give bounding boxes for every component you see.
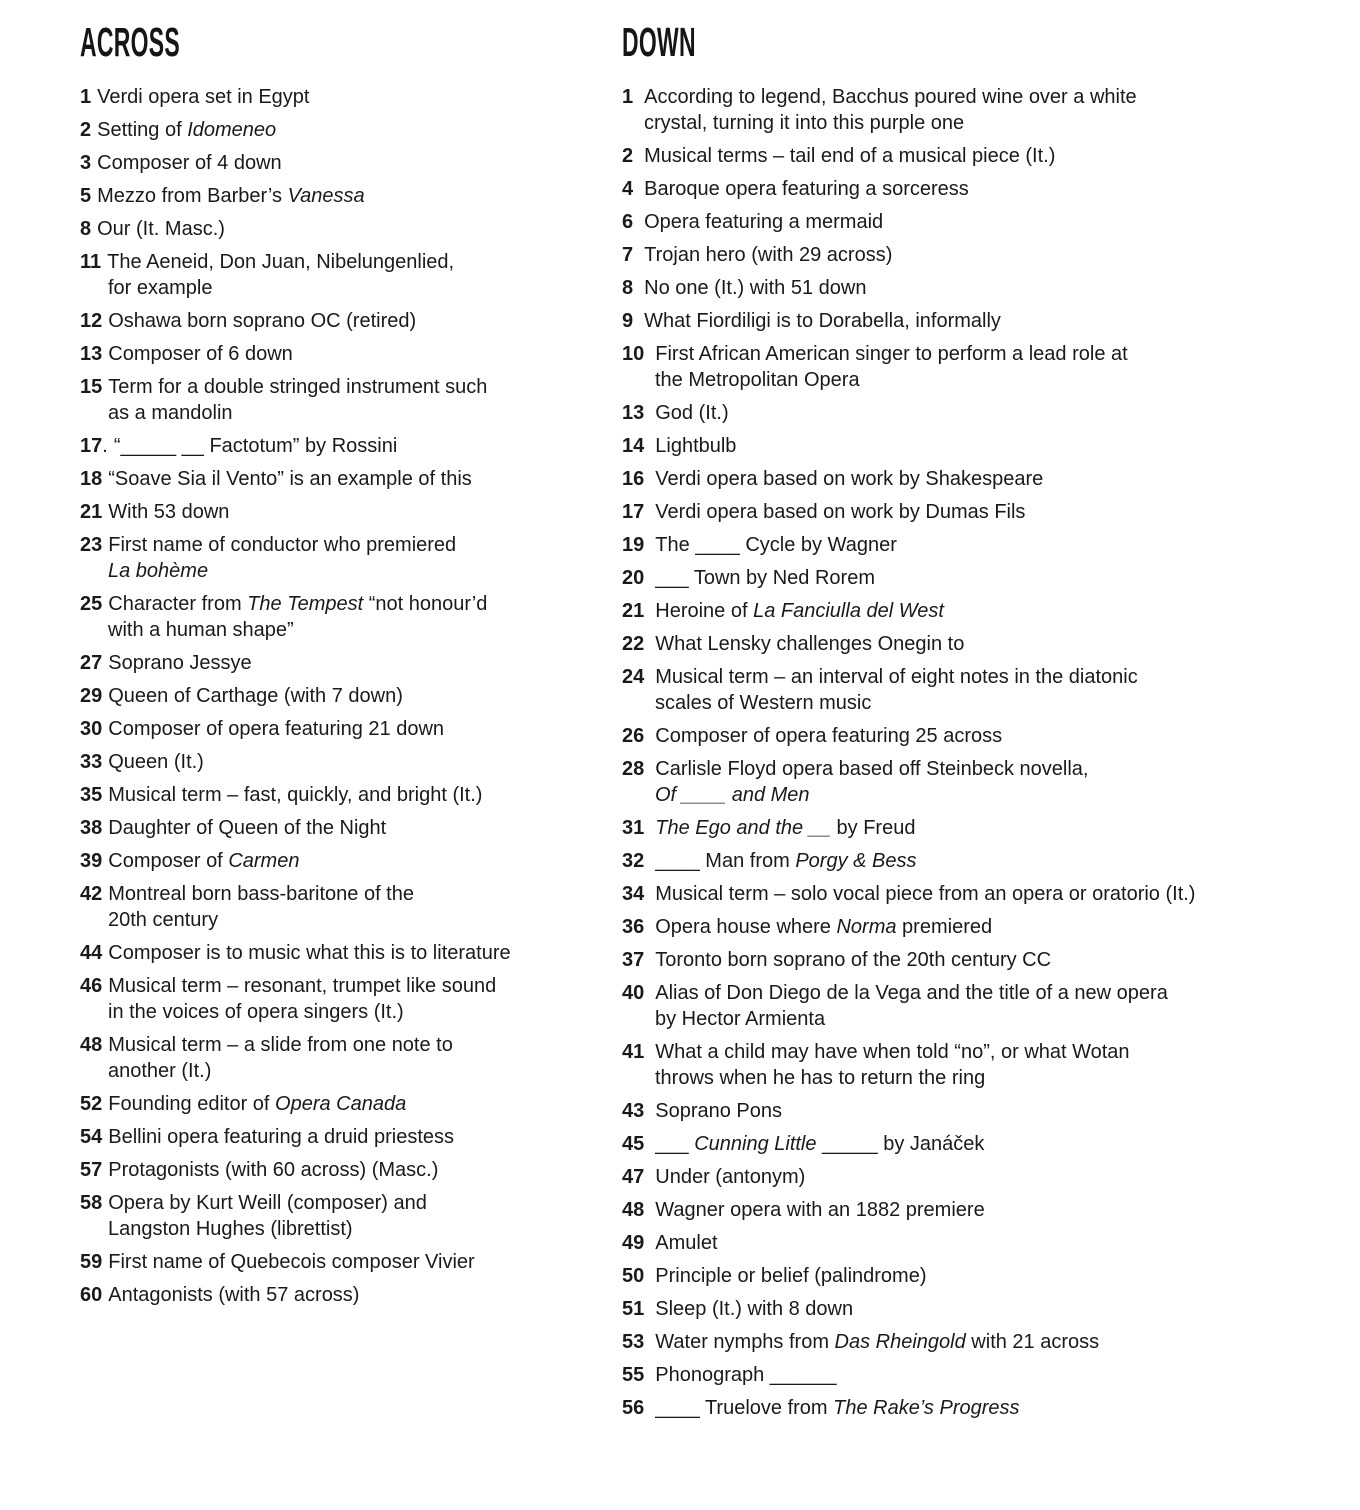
clue-item	[622, 1230, 1360, 1256]
clue-number: 41	[622, 1041, 645, 1063]
across-heading-text: ACROSS	[80, 19, 180, 65]
clue-item	[622, 756, 1360, 808]
clue-text: Carmen	[228, 850, 300, 872]
clue-text: Musical term – solo vocal piece from an opera or oratorio (It.)	[655, 883, 1196, 905]
clue-text: with a human shape”	[108, 619, 294, 641]
clue-item	[80, 973, 640, 1025]
clue-text: “_____ __ Factotum” by Rossini	[113, 435, 398, 457]
clue-item	[622, 1263, 1360, 1289]
clue-text: Composer of opera featuring 25 across	[655, 725, 1003, 747]
clue-number: 55	[622, 1364, 645, 1386]
clue-text: Norma	[836, 916, 897, 938]
clue-item	[80, 374, 640, 426]
clue-number: 21	[80, 501, 103, 523]
clue-item	[80, 1190, 640, 1242]
clue-number: 8	[622, 277, 634, 299]
clue-number: 37	[622, 949, 645, 971]
clue-item	[622, 433, 1360, 459]
clue-text: Principle or belief (palindrome)	[655, 1265, 927, 1287]
clue-number: 15	[80, 376, 103, 398]
clue-number: 13	[80, 343, 103, 365]
clue-number: 34	[622, 883, 645, 905]
clue-text: for example	[108, 277, 213, 299]
clue-item	[622, 1362, 1360, 1388]
clue-item	[80, 716, 640, 742]
clue-item	[622, 881, 1360, 907]
clue-item	[622, 84, 1360, 136]
clue-text: The ____ Cycle by Wagner	[655, 534, 897, 556]
clue-text: Musical term – resonant, trumpet like sound	[108, 975, 497, 997]
clue-text: Musical term – a slide from one note to	[108, 1034, 453, 1056]
clue-item	[622, 565, 1360, 591]
clue-number: 32	[622, 850, 645, 872]
clue-number: 30	[80, 718, 103, 740]
clue-text: with 21 across	[965, 1331, 1100, 1353]
clue-text: Porgy & Bess	[795, 850, 917, 872]
clue-item	[622, 1329, 1360, 1355]
clue-number: 2	[80, 119, 92, 141]
clue-item	[80, 749, 640, 775]
clue-number: 23	[80, 534, 103, 556]
clue-text: Opera Canada	[275, 1093, 407, 1115]
clue-item	[622, 176, 1360, 202]
clue-number: 17	[622, 501, 645, 523]
clue-text: Of ____ and Men	[655, 784, 810, 806]
clue-text: Langston Hughes (librettist)	[108, 1218, 353, 1240]
clue-text: Vanessa	[287, 185, 365, 207]
clue-item	[622, 308, 1360, 334]
clue-number: 50	[622, 1265, 645, 1287]
clue-number: 25	[80, 593, 103, 615]
clue-text: crystal, turning it into this purple one	[644, 112, 965, 134]
clue-item	[80, 591, 640, 643]
clue-number: 57	[80, 1159, 103, 1181]
clue-text: “not honour’d	[363, 593, 488, 615]
clue-text: Soprano Jessye	[108, 652, 252, 674]
clue-item	[80, 532, 640, 584]
clue-number: 1	[622, 86, 634, 108]
clue-text: Our (It. Masc.)	[97, 218, 225, 240]
clue-number: 42	[80, 883, 103, 905]
clue-text: Das Rheingold	[834, 1331, 966, 1353]
clue-number: 47	[622, 1166, 645, 1188]
clue-text: First name of Quebecois composer Vivier	[108, 1251, 475, 1273]
clue-item	[80, 782, 640, 808]
clue-text: Queen of Carthage (with 7 down)	[108, 685, 403, 707]
clue-text: Idomeneo	[187, 119, 277, 141]
clue-number: 1	[80, 86, 92, 108]
clue-text: La bohème	[108, 560, 209, 582]
clue-item	[622, 341, 1360, 393]
clue-item	[622, 1098, 1360, 1124]
clue-number: 8	[80, 218, 92, 240]
clue-item	[622, 532, 1360, 558]
clue-text: No one (It.) with 51 down	[644, 277, 867, 299]
clue-text: What a child may have when told “no”, or what Wotan	[655, 1041, 1130, 1063]
clue-text: God (It.)	[655, 402, 729, 424]
clue-number: 28	[622, 758, 645, 780]
clue-text: The Ego and the __	[655, 817, 831, 839]
clue-item	[80, 466, 640, 492]
clue-number: 5	[80, 185, 92, 207]
clue-item	[622, 947, 1360, 973]
clue-item	[80, 216, 640, 242]
clue-item	[622, 275, 1360, 301]
clue-text: ___	[655, 1133, 695, 1155]
clue-number: 51	[622, 1298, 645, 1320]
clue-number: 12	[80, 310, 103, 332]
clue-number: 13	[622, 402, 645, 424]
clue-text: Lightbulb	[655, 435, 737, 457]
down-heading	[622, 19, 1360, 65]
clue-number: 29	[80, 685, 103, 707]
clue-item	[622, 664, 1360, 716]
clue-text: First name of conductor who premiered	[108, 534, 457, 556]
clue-item	[80, 433, 640, 459]
clue-number: 11	[80, 251, 102, 273]
clue-text: Composer of opera featuring 21 down	[108, 718, 445, 740]
clue-text: Bellini opera featuring a druid priestess	[108, 1126, 455, 1148]
clue-number: 4	[622, 178, 634, 200]
clue-number: 2	[622, 145, 634, 167]
clue-text: Water nymphs from	[655, 1331, 835, 1353]
clue-text: Toronto born soprano of the 20th century CC	[655, 949, 1052, 971]
clue-item	[80, 499, 640, 525]
clue-item	[80, 1282, 640, 1308]
clue-number: 27	[80, 652, 103, 674]
clue-text: Verdi opera based on work by Shakespeare	[655, 468, 1044, 490]
clue-text: Queen (It.)	[108, 751, 204, 773]
clue-number: 52	[80, 1093, 103, 1115]
clue-text: Character from	[108, 593, 248, 615]
clue-item	[80, 1157, 640, 1183]
clue-item	[622, 848, 1360, 874]
clue-text: The Aeneid, Don Juan, Nibelungenlied,	[107, 251, 455, 273]
down-heading-text: DOWN	[622, 19, 696, 65]
clue-text: Opera by Kurt Weill (composer) and	[108, 1192, 427, 1214]
clue-text: ___ Town by Ned Rorem	[655, 567, 875, 589]
clue-text: by Hector Armienta	[655, 1008, 826, 1030]
clue-number: 56	[622, 1397, 645, 1419]
clue-number: 31	[622, 817, 645, 839]
clue-number: 38	[80, 817, 103, 839]
clue-text: throws when he has to return the ring	[655, 1067, 986, 1089]
clue-text: Wagner opera with an 1882 premiere	[655, 1199, 985, 1221]
clue-number: 60	[80, 1284, 103, 1306]
clue-text: Composer is to music what this is to literature	[108, 942, 511, 964]
clue-text: Baroque opera featuring a sorceress	[644, 178, 969, 200]
clue-item	[80, 815, 640, 841]
clue-number: 49	[622, 1232, 645, 1254]
clue-number: 39	[80, 850, 103, 872]
clue-number: 36	[622, 916, 645, 938]
clue-text: Setting of	[97, 119, 188, 141]
clue-number: 48	[80, 1034, 103, 1056]
clue-number: 53	[622, 1331, 645, 1353]
clue-text: Alias of Don Diego de la Vega and the title of a new opera	[655, 982, 1168, 1004]
down-clue-list	[622, 84, 1360, 1421]
clue-number: 48	[622, 1199, 645, 1221]
clue-number: 21	[622, 600, 645, 622]
clue-text: premiered	[896, 916, 993, 938]
clue-text: _____ by Janáček	[816, 1133, 985, 1155]
clue-item	[622, 400, 1360, 426]
clue-text: as a mandolin	[108, 402, 233, 424]
clue-text: Sleep (It.) with 8 down	[655, 1298, 854, 1320]
clue-number: 46	[80, 975, 103, 997]
clue-text: Heroine of	[655, 600, 754, 622]
clue-text: “Soave Sia il Vento” is an example of this	[108, 468, 472, 490]
clue-item	[622, 815, 1360, 841]
clue-text: Musical term – fast, quickly, and bright (It.)	[108, 784, 483, 806]
clue-number: 3	[80, 152, 92, 174]
clue-number: 58	[80, 1192, 103, 1214]
clue-item	[622, 1395, 1360, 1421]
clue-text: Composer of	[108, 850, 229, 872]
across-column	[80, 19, 640, 1315]
clue-text: the Metropolitan Opera	[655, 369, 860, 391]
clue-item	[622, 598, 1360, 624]
clue-number: 9	[622, 310, 634, 332]
clue-number: 14	[622, 435, 645, 457]
clue-number: 24	[622, 666, 645, 688]
down-column	[622, 19, 1360, 1428]
clue-item	[80, 84, 640, 110]
clue-number: 54	[80, 1126, 103, 1148]
clue-text: Daughter of Queen of the Night	[108, 817, 387, 839]
clue-number: 19	[622, 534, 645, 556]
clue-item	[622, 143, 1360, 169]
clue-text: Mezzo from Barber’s	[97, 185, 288, 207]
clue-item	[622, 242, 1360, 268]
clue-text: Musical term – an interval of eight notes in the diatonic	[655, 666, 1138, 688]
clue-text: Protagonists (with 60 across) (Masc.)	[108, 1159, 439, 1181]
clue-text: What Lensky challenges Onegin to	[655, 633, 965, 655]
clue-number: 18	[80, 468, 103, 490]
clue-item	[80, 940, 640, 966]
clue-item	[80, 848, 640, 874]
clue-item	[80, 150, 640, 176]
clue-number: 17.	[80, 435, 108, 457]
clue-item	[80, 249, 640, 301]
clue-number: 10	[622, 343, 645, 365]
clue-item	[622, 914, 1360, 940]
clue-text: With 53 down	[108, 501, 230, 523]
clue-text: Composer of 4 down	[97, 152, 282, 174]
clue-number: 59	[80, 1251, 103, 1273]
clue-number: 45	[622, 1133, 645, 1155]
clue-item	[80, 341, 640, 367]
clue-number: 43	[622, 1100, 645, 1122]
clue-item	[622, 723, 1360, 749]
clue-text: by Freud	[830, 817, 916, 839]
clue-text: ____ Truelove from	[655, 1397, 834, 1419]
clue-number: 16	[622, 468, 645, 490]
clue-item	[80, 683, 640, 709]
clue-number: 40	[622, 982, 645, 1004]
clue-item	[80, 881, 640, 933]
clue-number: 33	[80, 751, 103, 773]
clue-text: Phonograph ______	[655, 1364, 837, 1386]
clue-text: The Rake’s Progress	[833, 1397, 1020, 1419]
clue-text: Cunning Little	[694, 1133, 817, 1155]
clue-number: 20	[622, 567, 645, 589]
clue-number: 35	[80, 784, 103, 806]
clue-text: Musical terms – tail end of a musical piece (It.)	[644, 145, 1056, 167]
clue-text: Verdi opera set in Egypt	[97, 86, 310, 108]
clue-item	[622, 1164, 1360, 1190]
clue-text: Verdi opera based on work by Dumas Fils	[655, 501, 1026, 523]
clue-text: Antagonists (with 57 across)	[108, 1284, 360, 1306]
clue-item	[622, 209, 1360, 235]
clue-text: What Fiordiligi is to Dorabella, informally	[644, 310, 1001, 332]
clue-number: 44	[80, 942, 103, 964]
clue-text: 20th century	[108, 909, 219, 931]
clue-text: Carlisle Floyd opera based off Steinbeck novella,	[655, 758, 1089, 780]
clue-item	[80, 308, 640, 334]
clue-text: Montreal born bass-baritone of the	[108, 883, 414, 905]
clue-text: According to legend, Bacchus poured wine over a white	[644, 86, 1137, 108]
clue-number: 7	[622, 244, 634, 266]
clue-text: Composer of 6 down	[108, 343, 293, 365]
clue-text: Opera house where	[655, 916, 837, 938]
clue-text: Founding editor of	[108, 1093, 276, 1115]
clue-text: The Tempest	[247, 593, 364, 615]
clue-item	[622, 980, 1360, 1032]
clue-item	[80, 1124, 640, 1150]
across-clue-list	[80, 84, 640, 1308]
clue-item	[80, 1091, 640, 1117]
clue-text: Opera featuring a mermaid	[644, 211, 884, 233]
clue-item	[80, 1249, 640, 1275]
across-heading	[80, 19, 640, 65]
clue-item	[622, 1131, 1360, 1157]
clue-text: Term for a double stringed instrument such	[108, 376, 488, 398]
clue-text: another (It.)	[108, 1060, 212, 1082]
clue-item	[622, 631, 1360, 657]
clue-item	[622, 466, 1360, 492]
clue-item	[80, 117, 640, 143]
clue-item	[80, 183, 640, 209]
clue-item	[622, 499, 1360, 525]
clue-number: 22	[622, 633, 645, 655]
clue-text: Oshawa born soprano OC (retired)	[108, 310, 417, 332]
clue-text: ____ Man from	[655, 850, 796, 872]
clue-number: 26	[622, 725, 645, 747]
clue-text: Amulet	[655, 1232, 718, 1254]
clue-text: Trojan hero (with 29 across)	[644, 244, 893, 266]
clue-number: 6	[622, 211, 634, 233]
clue-item	[80, 1032, 640, 1084]
clue-item	[622, 1039, 1360, 1091]
clue-text: First African American singer to perform a lead role at	[655, 343, 1128, 365]
clue-text: scales of Western music	[655, 692, 872, 714]
clue-text: Soprano Pons	[655, 1100, 783, 1122]
clue-text: La Fanciulla del West	[753, 600, 944, 622]
clue-item	[622, 1197, 1360, 1223]
clue-text: in the voices of opera singers (It.)	[108, 1001, 404, 1023]
clue-item	[80, 650, 640, 676]
clue-text: Under (antonym)	[655, 1166, 806, 1188]
clue-item	[622, 1296, 1360, 1322]
